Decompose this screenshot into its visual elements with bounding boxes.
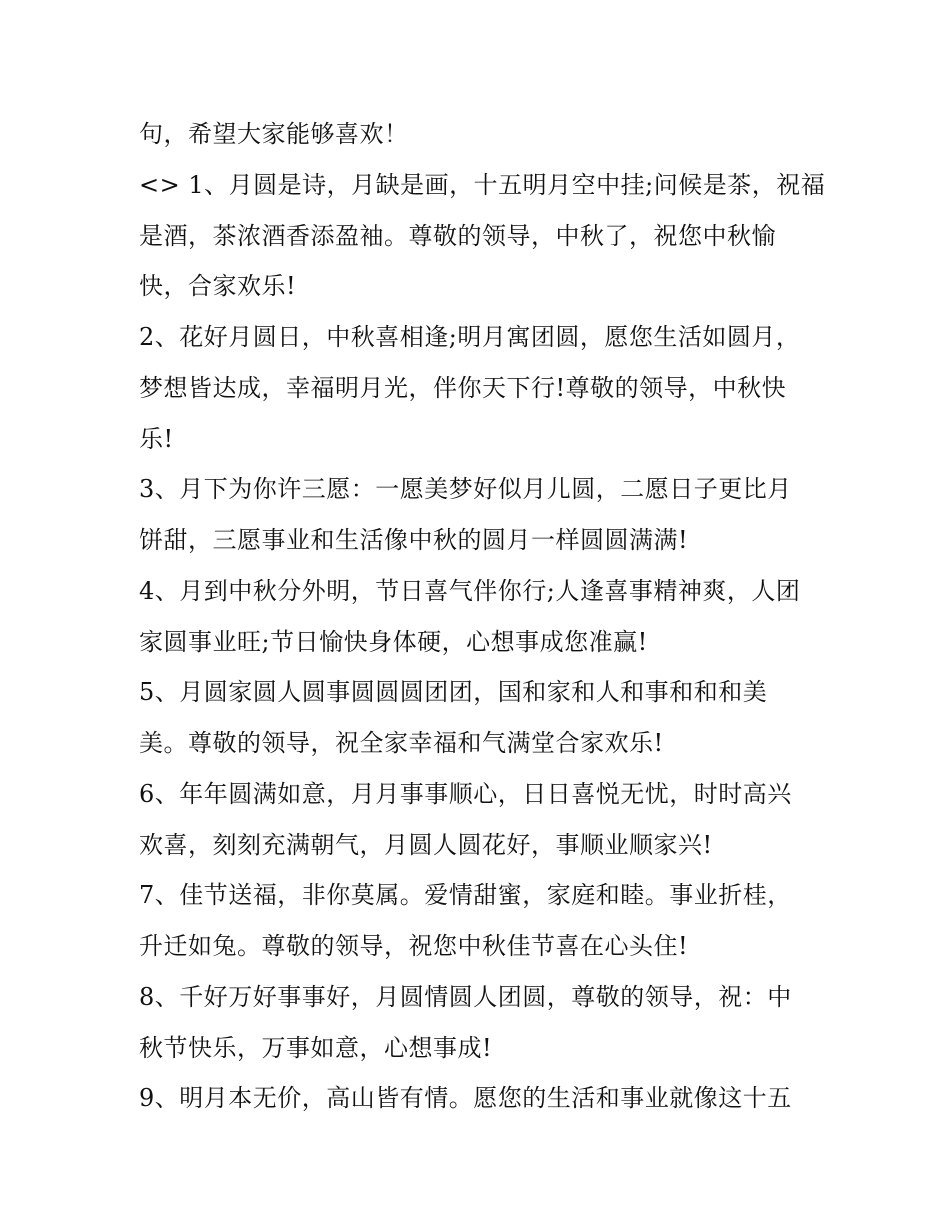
text-line: 是酒，茶浓酒香添盈袖。尊敬的领导，中秋了，祝您中秋愉 [139,221,776,250]
text-line: 欢喜，刻刻充满朝气，月圆人圆花好，事顺业顺家兴! [139,830,713,859]
text-line: 9、明月本无价，高山皆有情。愿您的生活和事业就像这十五 [139,1084,792,1113]
text-line: 梦想皆达成，幸福明月光，伴你天下行!尊敬的领导，中秋快 [139,373,787,402]
text-line: 7、佳节送福，非你莫属。爱情甜蜜，家庭和睦。事业折桂， [139,881,792,910]
text-line: 家圆事业旺;节日愉快身体硬，心想事成您准赢! [139,627,648,656]
text-line: 8、千好万好事事好，月圆情圆人团圆，尊敬的领导，祝：中 [139,982,792,1011]
text-line: 3、月下为你许三愿：一愿美梦好似月儿圆，二愿日子更比月 [139,475,792,504]
text-line: 快，合家欢乐! [139,272,297,301]
text-line: 6、年年圆满如意，月月事事顺心，日日喜悦无忧，时时高兴 [139,779,792,808]
text-line: 饼甜，三愿事业和生活像中秋的圆月一样圆圆满满! [139,526,689,554]
text-line: 美。尊敬的领导，祝全家幸福和气满堂合家欢乐! [139,729,664,757]
document-body [139,109,826,1124]
text-line: 2、花好月圆日，中秋喜相逢;明月寓团圆，愿您生活如圆月， [139,323,801,351]
text-line: 5、月圆家圆人圆事圆圆圆团团，国和家和人和事和和和美 [139,678,768,707]
text-line: 秋节快乐，万事如意，心想事成! [139,1033,493,1062]
text-line: 升迁如兔。尊敬的领导，祝您中秋佳节喜在心头住! [139,932,689,960]
text-line: 4、月到中秋分外明，节日喜气伴你行;人逢喜事精神爽，人团 [139,576,801,605]
text-line: 乐! [139,424,174,453]
text-line: <> 1、月圆是诗，月缺是画，十五明月空中挂;问候是茶，祝福 [139,170,826,199]
text-line: 句，希望大家能够喜欢！ [139,120,409,148]
